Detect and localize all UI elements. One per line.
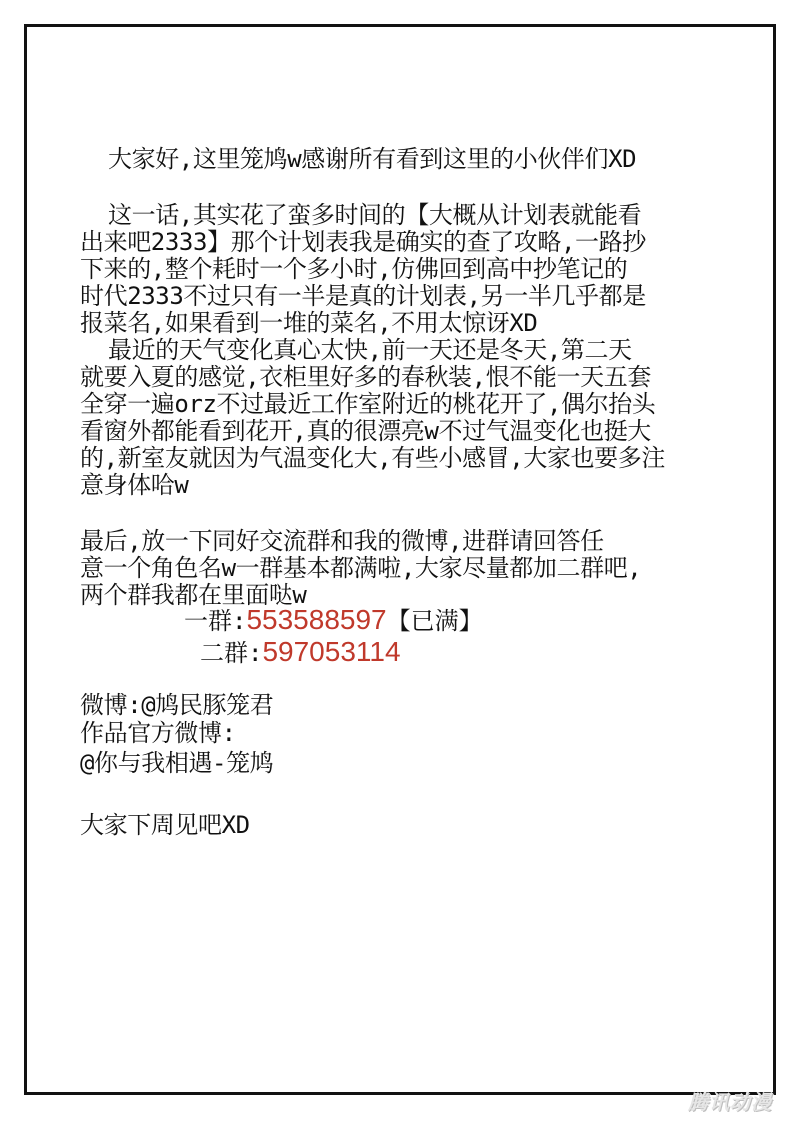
group-1-status: 【已满】 [386, 607, 483, 635]
group-1-label: 一群: [184, 607, 247, 635]
paragraph-3-line: 意一个角色名w一群基本都满啦,大家尽量都加二群吧, [80, 554, 642, 582]
group-2-label: 二群: [200, 639, 263, 667]
closing-line: 大家下周见吧XD [80, 811, 250, 839]
group-2-number[interactable]: 597053114 [262, 636, 401, 667]
paragraph-2-line: 看窗外都能看到花开,真的很漂亮w不过气温变化也挺大 [80, 417, 651, 445]
paragraph-2-line: 就要入夏的感觉,衣柜里好多的春秋装,恨不能一天五套 [80, 363, 651, 391]
group-1-line [184, 604, 483, 637]
paragraph-3-line: 最后,放一下同好交流群和我的微博,进群请回答任 [80, 527, 604, 555]
paragraph-1-line: 报菜名,如果看到一堆的菜名,不用太惊讶XD [80, 309, 538, 337]
group-1-number[interactable]: 553588597 [246, 604, 387, 635]
paragraph-2-line: 的,新室友就因为气温变化大,有些小感冒,大家也要多注 [80, 444, 665, 472]
site-watermark: 腾讯动漫 [688, 1090, 772, 1114]
paragraph-2-line: 意身体哈w [80, 471, 189, 499]
paragraph-2-line: 最近的天气变化真心太快,前一天还是冬天,第二天 [108, 336, 632, 364]
paragraph-3-line: 两个群我都在里面哒w [80, 581, 307, 609]
weibo-personal[interactable]: 微博:@鸠民豚笼君 [80, 691, 274, 719]
greeting-line: 大家好,这里笼鸠w感谢所有看到这里的小伙伴们XD [108, 145, 637, 173]
group-2-line [200, 636, 401, 669]
paragraph-1-line: 这一话,其实花了蛮多时间的【大概从计划表就能看 [108, 201, 642, 229]
paragraph-1-line: 出来吧2333】那个计划表我是确实的查了攻略,一路抄 [80, 228, 646, 256]
weibo-official-handle[interactable]: @你与我相遇-笼鸠 [80, 749, 274, 777]
paragraph-2-line: 全穿一遍orz不过最近工作室附近的桃花开了,偶尔抬头 [80, 390, 656, 418]
paragraph-1-line: 下来的,整个耗时一个多小时,仿佛回到高中抄笔记的 [80, 255, 628, 283]
weibo-official-label: 作品官方微博: [80, 719, 236, 747]
paragraph-1-line: 时代2333不过只有一半是真的计划表,另一半几乎都是 [80, 282, 646, 310]
